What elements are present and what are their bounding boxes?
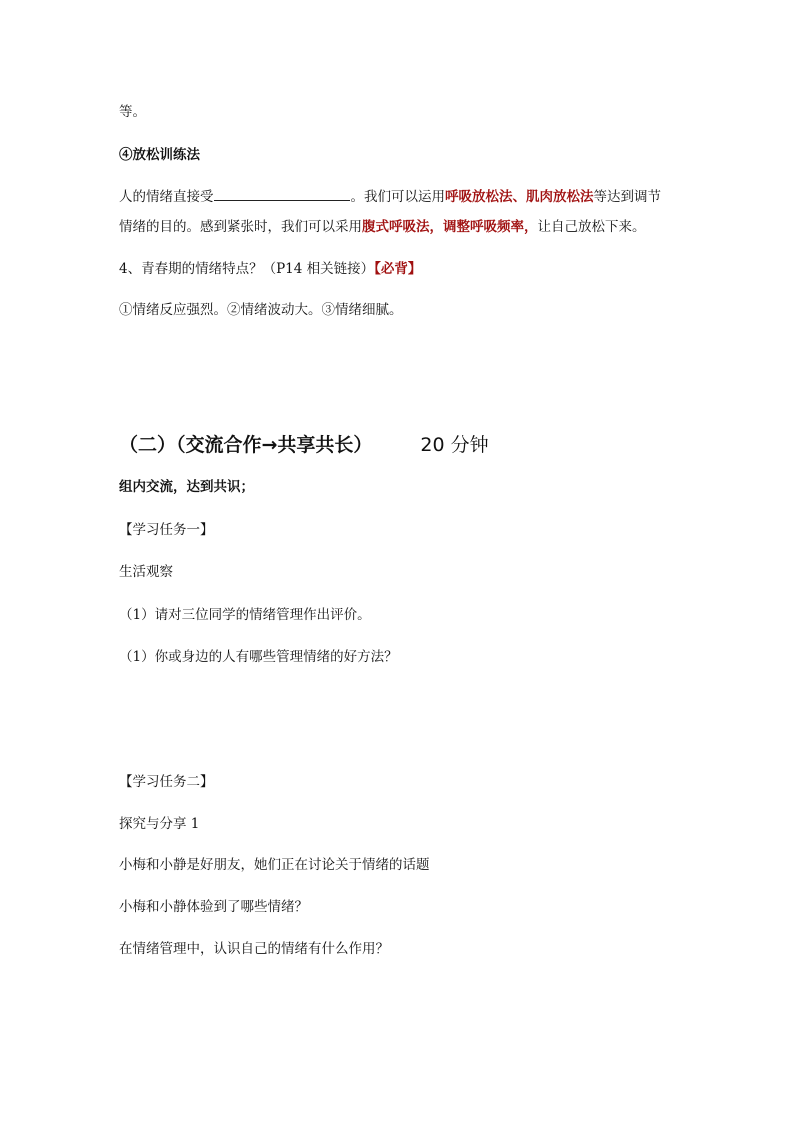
section-title-relaxation: ④放松训练法	[119, 147, 200, 163]
task1-title: 【学习任务一】	[119, 522, 214, 538]
group-instruction: 组内交流，达到共识；	[119, 479, 254, 495]
text-segment: 让自己放松下来。	[537, 219, 646, 235]
task2-subtitle: 探究与分享 1	[119, 816, 200, 832]
text-segment: 情绪的目的。感到紧张时，我们可以采用	[119, 219, 362, 235]
highlight-text: 呼吸放松法、肌肉放松法	[445, 189, 594, 205]
paragraph-relaxation-2	[119, 217, 646, 237]
heading-title: （二）（交流合作→共享共长）	[119, 434, 373, 456]
answer-4: ①情绪反应强烈。②情绪波动大。③情绪细腻。	[119, 302, 403, 318]
task1-subtitle: 生活观察	[119, 564, 173, 580]
task1-question-1: （1）请对三位同学的情绪管理作出评价。	[119, 607, 371, 623]
task2-title: 【学习任务二】	[119, 774, 214, 790]
text-segment: 人的情绪直接受	[119, 189, 214, 205]
heading-time: 20 分钟	[420, 434, 489, 456]
section-heading	[119, 430, 489, 457]
task2-line-1: 小梅和小静是好朋友，她们正在讨论关于情绪的话题	[119, 857, 430, 873]
question-4	[119, 259, 421, 279]
question-text: 4、青春期的情绪特点？（P14 相关链接）	[119, 261, 375, 277]
highlight-text: 腹式呼吸法，调整呼吸频率，	[362, 219, 538, 235]
fill-in-blank	[214, 186, 350, 201]
task2-line-3: 在情绪管理中，认识自己的情绪有什么作用？	[119, 941, 389, 957]
must-memorize-tag: 【必背】	[374, 261, 422, 277]
text-segment: 等达到调节	[593, 189, 661, 205]
text-line: 等。	[119, 104, 146, 120]
paragraph-relaxation-1	[119, 186, 661, 207]
task2-line-2: 小梅和小静体验到了哪些情绪？	[119, 899, 308, 915]
task1-question-2: （1）你或身边的人有哪些管理情绪的好方法？	[119, 649, 398, 665]
text-segment: 。我们可以运用	[350, 189, 445, 205]
